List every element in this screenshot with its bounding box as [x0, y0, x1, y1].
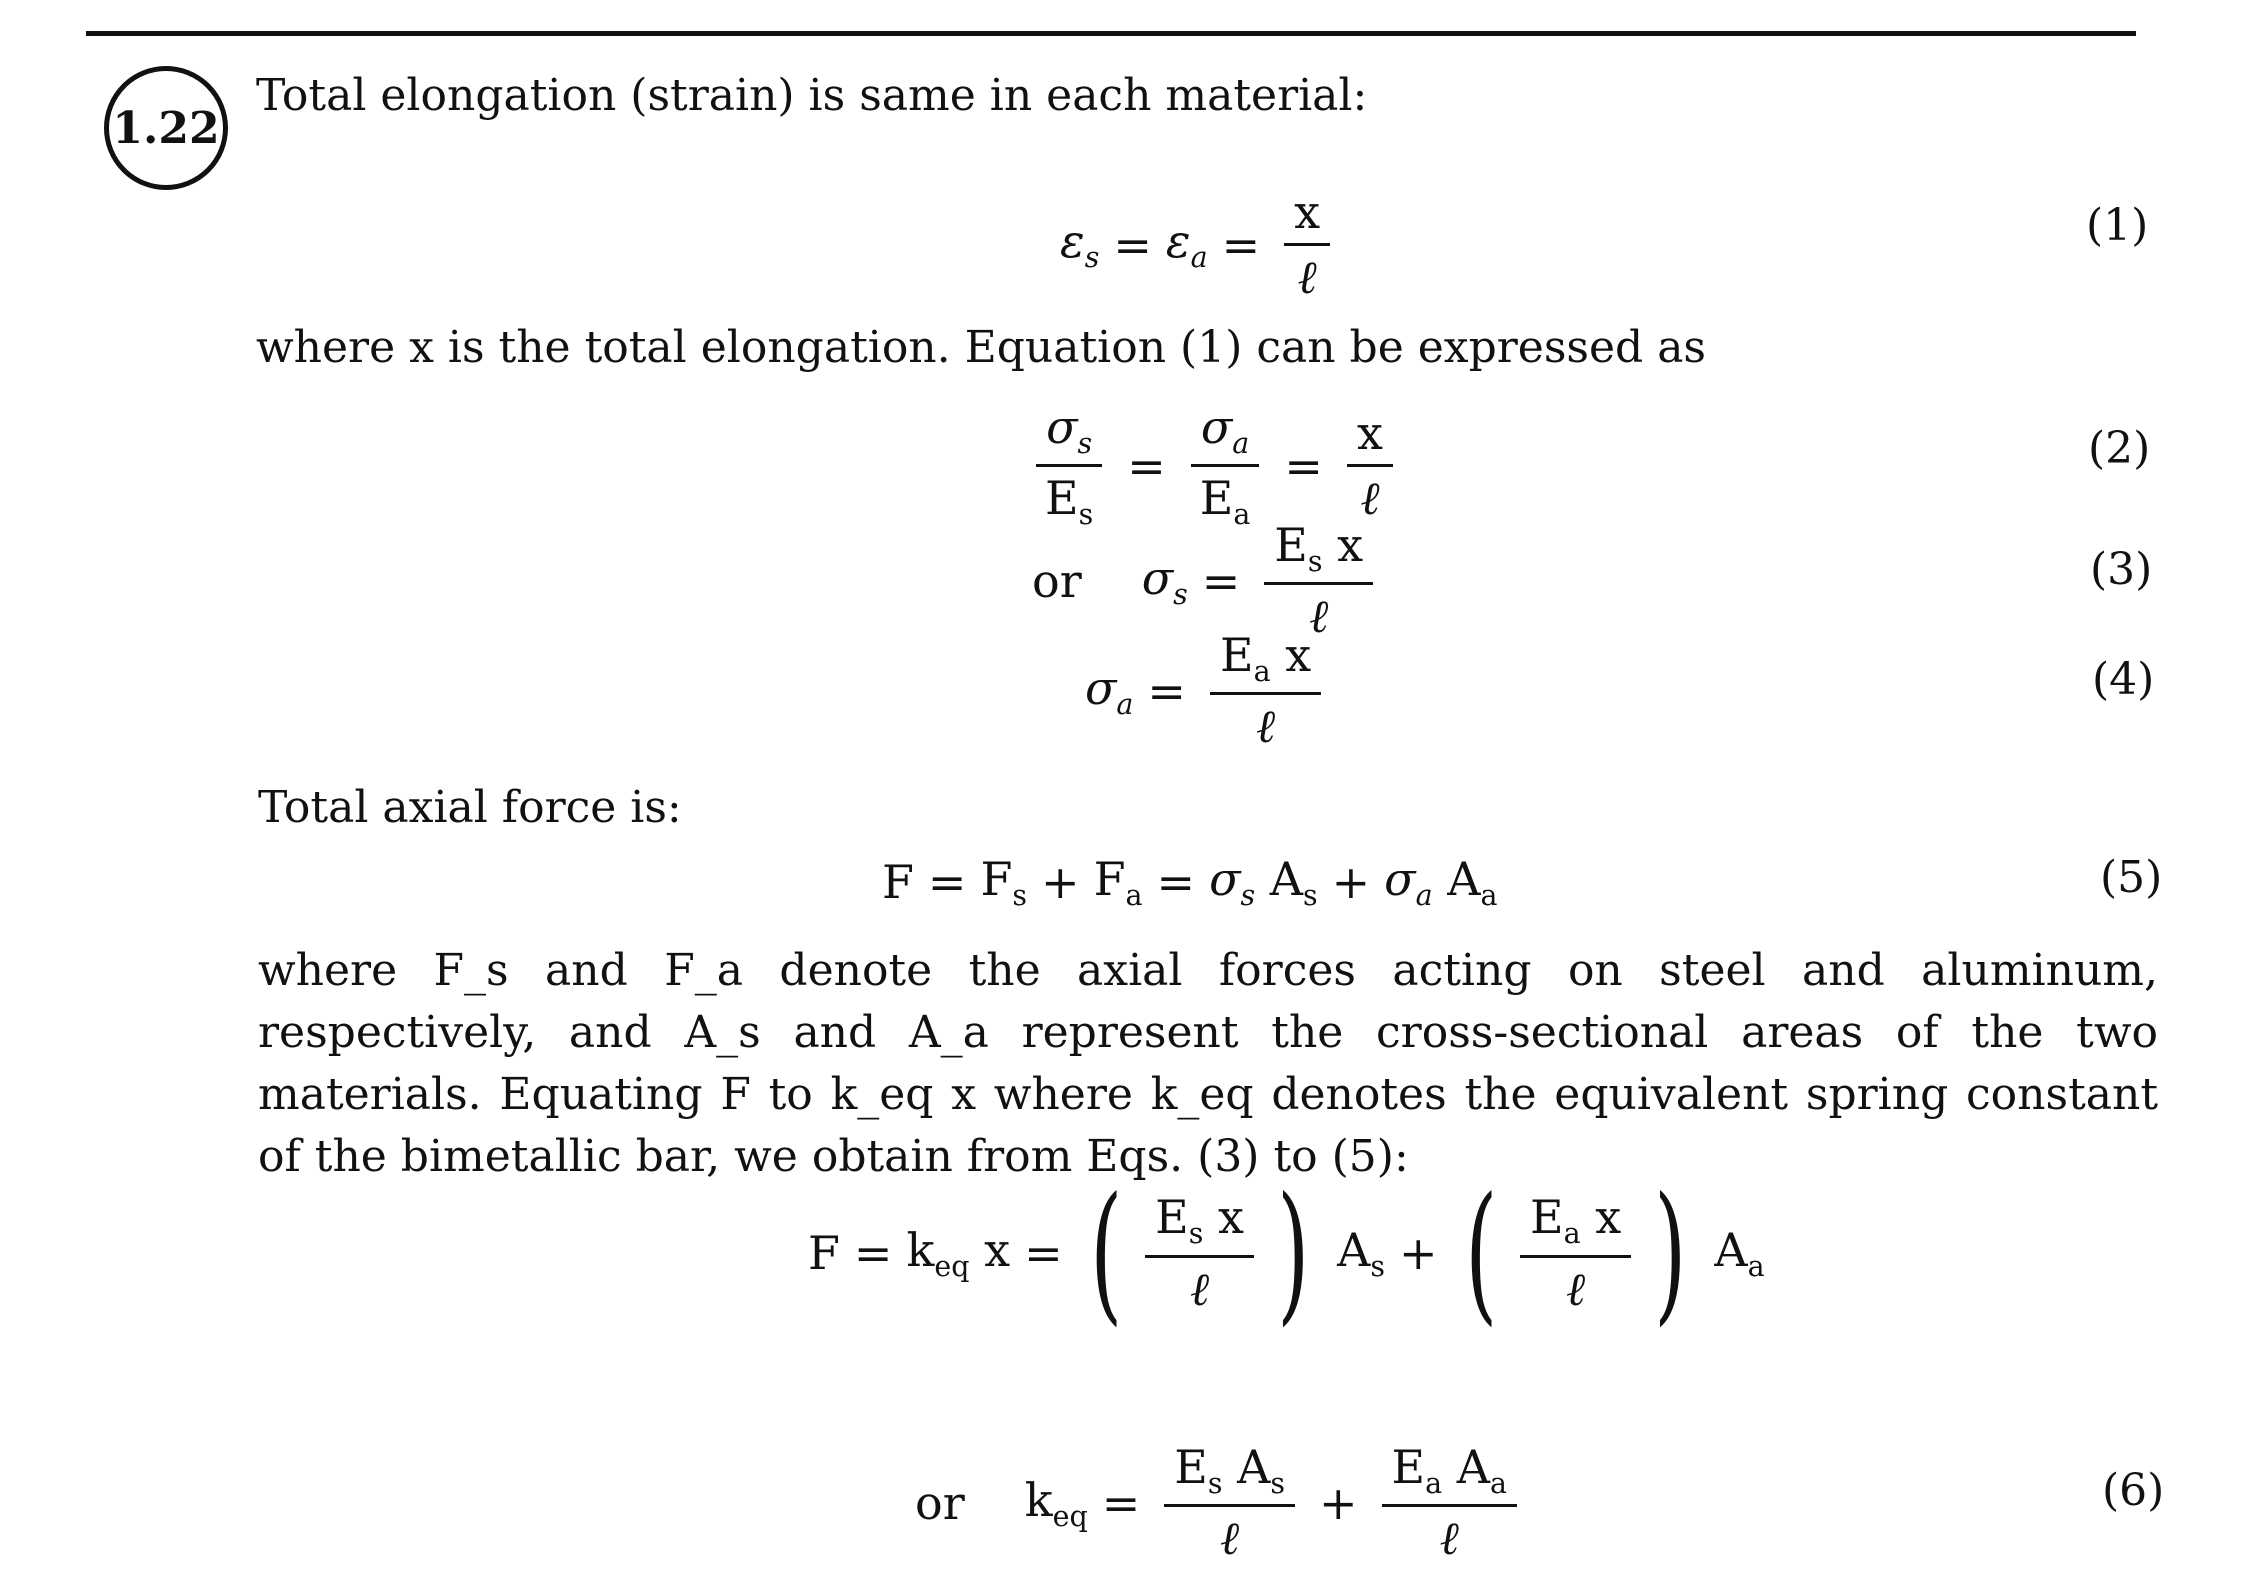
- equation-4: $\sigma_a$ = $\frac{E_a x}{\text{ℓ}}$: [1085, 628, 1331, 753]
- equation-number-1: (1): [2086, 200, 2149, 251]
- where-x-text: where x is the total elongation. Equation (1) can be expressed as: [256, 322, 1707, 373]
- equation-number-2: (2): [2088, 423, 2151, 474]
- top-rule: [86, 31, 2136, 36]
- total-force-text: Total axial force is:: [258, 782, 682, 833]
- equation-2: $\frac{\sigma_s}{E_s}$ = $\frac{\sigma_a}{E_a}$ = $\frac{x}{\text{ℓ}}$: [1025, 400, 1403, 531]
- equation-1: $\varepsilon_s$ = $\varepsilon_a$ = $\frac{x}{\text{ℓ}}$: [1060, 185, 1340, 304]
- equation-number-6: (6): [2102, 1465, 2165, 1516]
- equation-6: or $k_{eq}$ = $\frac{E_s A_s}{\text{ℓ}}$ + $\frac{E_a A_a}{\text{ℓ}}$: [915, 1440, 1527, 1565]
- explanation-paragraph: where F_s and F_a denote the axial forces acting on steel and aluminum, respectively, and A_s and A_a represent the cross-sectional areas of the two materials. Equating F to k_eq x where k_eq denotes the equivalent spring constant of the bimetallic bar, we obtain from Eqs. (3) to (5):: [258, 945, 2158, 1182]
- word-or: or: [1032, 553, 1082, 608]
- equation-number-5: (5): [2100, 852, 2163, 903]
- equation-number-3: (3): [2090, 544, 2153, 595]
- intro-text: Total elongation (strain) is same in each material:: [256, 70, 1368, 121]
- equation-5: F = $F_s$ + $F_a$ = $\sigma_s$ $A_s$ + $\sigma_a$ $A_a$: [882, 852, 1498, 913]
- equation-3: or $\sigma_s$ = $\frac{E_s x}{\text{ℓ}}$: [1032, 518, 1383, 643]
- equation-force-sum: F = $k_{eq}$ x = ( $\frac{E_s x}{\text{ℓ}}$ ) $A_s$ + ( $\frac{E_a x}{\text{ℓ}}$ ) $A_a$: [808, 1166, 1765, 1340]
- equation-number-4: (4): [2092, 654, 2155, 705]
- word-or-2: or: [915, 1475, 965, 1530]
- problem-number-badge: 1.22: [104, 66, 228, 190]
